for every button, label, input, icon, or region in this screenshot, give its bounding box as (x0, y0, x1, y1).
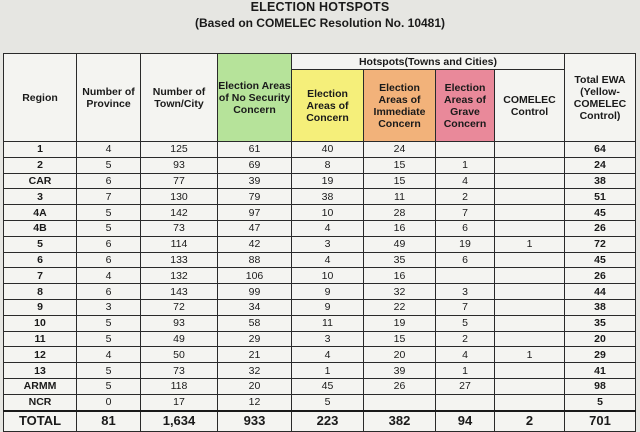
cell-concern: 8 (292, 157, 364, 173)
cell-total-ewa: 72 (565, 236, 636, 252)
cell-grave: 6 (436, 220, 495, 236)
total-comelec: 2 (495, 411, 565, 432)
cell-no-security: 97 (218, 205, 292, 221)
table-row (4, 220, 636, 236)
cell-provinces: 4 (77, 142, 141, 158)
cell-concern: 38 (292, 189, 364, 205)
header-areas-of-concern: Election Areas of Concern (292, 70, 364, 142)
table-row (4, 157, 636, 173)
cell-provinces: 5 (77, 378, 141, 394)
cell-towns: 125 (141, 142, 218, 158)
cell-comelec: 1 (495, 236, 565, 252)
cell-no-security: 34 (218, 299, 292, 315)
table-row (4, 394, 636, 410)
cell-immediate: 19 (364, 315, 436, 331)
cell-no-security: 88 (218, 252, 292, 268)
cell-grave: 4 (436, 173, 495, 189)
cell-provinces: 5 (77, 205, 141, 221)
cell-immediate: 20 (364, 347, 436, 363)
total-grave: 94 (436, 411, 495, 432)
cell-total-ewa: 35 (565, 315, 636, 331)
cell-grave (436, 142, 495, 158)
cell-towns: 93 (141, 315, 218, 331)
table-row (4, 268, 636, 284)
total-no-security: 933 (218, 411, 292, 432)
cell-concern: 1 (292, 363, 364, 379)
cell-comelec (495, 205, 565, 221)
cell-immediate: 39 (364, 363, 436, 379)
cell-immediate: 28 (364, 205, 436, 221)
header-hotspots: Hotspots(Towns and Cities) (292, 54, 565, 70)
cell-region: 1 (4, 142, 77, 158)
hotspots-table (3, 53, 636, 432)
cell-concern: 40 (292, 142, 364, 158)
cell-no-security: 32 (218, 363, 292, 379)
cell-grave: 4 (436, 347, 495, 363)
cell-provinces: 5 (77, 220, 141, 236)
cell-region: CAR (4, 173, 77, 189)
cell-total-ewa: 38 (565, 299, 636, 315)
cell-provinces: 5 (77, 157, 141, 173)
total-towns: 1,634 (141, 411, 218, 432)
cell-region: 6 (4, 252, 77, 268)
cell-region: NCR (4, 394, 77, 410)
cell-region: 4B (4, 220, 77, 236)
cell-towns: 73 (141, 363, 218, 379)
cell-comelec (495, 189, 565, 205)
cell-towns: 72 (141, 299, 218, 315)
cell-total-ewa: 45 (565, 252, 636, 268)
cell-immediate: 16 (364, 268, 436, 284)
cell-concern: 4 (292, 347, 364, 363)
cell-no-security: 29 (218, 331, 292, 347)
cell-towns: 49 (141, 331, 218, 347)
cell-total-ewa: 20 (565, 331, 636, 347)
cell-concern: 10 (292, 205, 364, 221)
header-total-ewa: Total EWA (Yellow-COMELEC Control) (565, 54, 636, 142)
cell-concern: 11 (292, 315, 364, 331)
cell-concern: 3 (292, 331, 364, 347)
cell-immediate: 24 (364, 142, 436, 158)
cell-provinces: 7 (77, 189, 141, 205)
cell-total-ewa: 98 (565, 378, 636, 394)
header-comelec-control: COMELEC Control (495, 70, 565, 142)
cell-no-security: 99 (218, 284, 292, 300)
cell-total-ewa: 29 (565, 347, 636, 363)
header-region: Region (4, 54, 77, 142)
cell-towns: 73 (141, 220, 218, 236)
cell-immediate: 11 (364, 189, 436, 205)
cell-total-ewa: 45 (565, 205, 636, 221)
cell-concern: 9 (292, 299, 364, 315)
cell-concern: 4 (292, 220, 364, 236)
cell-provinces: 4 (77, 268, 141, 284)
table-row (4, 299, 636, 315)
cell-comelec (495, 268, 565, 284)
table-row (4, 315, 636, 331)
cell-towns: 17 (141, 394, 218, 410)
cell-total-ewa: 64 (565, 142, 636, 158)
page-subtitle: (Based on COMELEC Resolution No. 10481) (194, 16, 446, 30)
cell-region: 3 (4, 189, 77, 205)
cell-towns: 143 (141, 284, 218, 300)
cell-towns: 118 (141, 378, 218, 394)
total-region: TOTAL (4, 411, 77, 432)
cell-region: 11 (4, 331, 77, 347)
cell-towns: 114 (141, 236, 218, 252)
cell-total-ewa: 38 (565, 173, 636, 189)
cell-region: 5 (4, 236, 77, 252)
cell-concern: 4 (292, 252, 364, 268)
total-immediate: 382 (364, 411, 436, 432)
table-row (4, 173, 636, 189)
header-no-security-concern: Election Areas of No Security Concern (218, 54, 292, 142)
cell-concern: 3 (292, 236, 364, 252)
cell-comelec (495, 157, 565, 173)
cell-towns: 77 (141, 173, 218, 189)
cell-no-security: 20 (218, 378, 292, 394)
cell-grave: 2 (436, 331, 495, 347)
cell-provinces: 6 (77, 173, 141, 189)
cell-concern: 19 (292, 173, 364, 189)
cell-comelec (495, 299, 565, 315)
cell-comelec (495, 363, 565, 379)
cell-immediate (364, 394, 436, 410)
page-title: ELECTION HOTSPOTS (250, 0, 390, 14)
cell-comelec (495, 252, 565, 268)
cell-provinces: 4 (77, 347, 141, 363)
cell-total-ewa: 24 (565, 157, 636, 173)
cell-provinces: 0 (77, 394, 141, 410)
cell-total-ewa: 26 (565, 268, 636, 284)
cell-region: 13 (4, 363, 77, 379)
header-number-of-province: Number of Province (77, 54, 141, 142)
total-total-ewa: 701 (565, 411, 636, 432)
table-row (4, 142, 636, 158)
header-number-of-town-city: Number of Town/City (141, 54, 218, 142)
cell-comelec (495, 220, 565, 236)
cell-region: 12 (4, 347, 77, 363)
cell-comelec: 1 (495, 347, 565, 363)
cell-comelec (495, 378, 565, 394)
table-row (4, 378, 636, 394)
table-body (4, 142, 636, 432)
cell-no-security: 79 (218, 189, 292, 205)
cell-towns: 130 (141, 189, 218, 205)
cell-towns: 132 (141, 268, 218, 284)
cell-provinces: 6 (77, 236, 141, 252)
cell-grave: 7 (436, 205, 495, 221)
total-provinces: 81 (77, 411, 141, 432)
cell-region: 9 (4, 299, 77, 315)
cell-region: 8 (4, 284, 77, 300)
cell-total-ewa: 5 (565, 394, 636, 410)
cell-region: 10 (4, 315, 77, 331)
cell-towns: 50 (141, 347, 218, 363)
cell-immediate: 26 (364, 378, 436, 394)
table-row (4, 363, 636, 379)
cell-provinces: 5 (77, 331, 141, 347)
table-row (4, 347, 636, 363)
cell-total-ewa: 44 (565, 284, 636, 300)
cell-no-security: 61 (218, 142, 292, 158)
cell-grave: 5 (436, 315, 495, 331)
cell-grave (436, 268, 495, 284)
cell-no-security: 58 (218, 315, 292, 331)
cell-total-ewa: 51 (565, 189, 636, 205)
table-row (4, 189, 636, 205)
cell-region: 2 (4, 157, 77, 173)
cell-no-security: 106 (218, 268, 292, 284)
cell-comelec (495, 315, 565, 331)
cell-region: 4A (4, 205, 77, 221)
cell-provinces: 5 (77, 315, 141, 331)
cell-towns: 133 (141, 252, 218, 268)
cell-towns: 142 (141, 205, 218, 221)
cell-comelec (495, 284, 565, 300)
cell-immediate: 32 (364, 284, 436, 300)
cell-concern: 5 (292, 394, 364, 410)
cell-total-ewa: 26 (565, 220, 636, 236)
cell-provinces: 3 (77, 299, 141, 315)
cell-no-security: 39 (218, 173, 292, 189)
total-row (4, 411, 636, 432)
cell-no-security: 42 (218, 236, 292, 252)
cell-immediate: 15 (364, 173, 436, 189)
cell-no-security: 47 (218, 220, 292, 236)
cell-grave: 27 (436, 378, 495, 394)
header-immediate-concern: Election Areas of Immediate Concern (364, 70, 436, 142)
cell-comelec (495, 173, 565, 189)
cell-immediate: 49 (364, 236, 436, 252)
cell-provinces: 6 (77, 252, 141, 268)
total-concern: 223 (292, 411, 364, 432)
cell-concern: 10 (292, 268, 364, 284)
cell-region: 7 (4, 268, 77, 284)
cell-grave: 3 (436, 284, 495, 300)
table-row (4, 236, 636, 252)
cell-grave: 6 (436, 252, 495, 268)
cell-concern: 9 (292, 284, 364, 300)
cell-grave: 1 (436, 363, 495, 379)
cell-no-security: 21 (218, 347, 292, 363)
cell-immediate: 15 (364, 157, 436, 173)
cell-no-security: 69 (218, 157, 292, 173)
table-row (4, 252, 636, 268)
cell-immediate: 16 (364, 220, 436, 236)
cell-comelec (495, 142, 565, 158)
cell-total-ewa: 41 (565, 363, 636, 379)
cell-grave: 7 (436, 299, 495, 315)
cell-region: ARMM (4, 378, 77, 394)
cell-immediate: 15 (364, 331, 436, 347)
cell-no-security: 12 (218, 394, 292, 410)
cell-provinces: 6 (77, 284, 141, 300)
cell-provinces: 5 (77, 363, 141, 379)
cell-comelec (495, 394, 565, 410)
table-row (4, 284, 636, 300)
cell-concern: 45 (292, 378, 364, 394)
cell-immediate: 22 (364, 299, 436, 315)
table-row (4, 331, 636, 347)
cell-grave: 2 (436, 189, 495, 205)
header-grave-concern: Election Areas of Grave Concern (436, 70, 495, 142)
cell-towns: 93 (141, 157, 218, 173)
cell-grave (436, 394, 495, 410)
cell-comelec (495, 331, 565, 347)
cell-immediate: 35 (364, 252, 436, 268)
cell-grave: 1 (436, 157, 495, 173)
table-row (4, 205, 636, 221)
cell-grave: 19 (436, 236, 495, 252)
